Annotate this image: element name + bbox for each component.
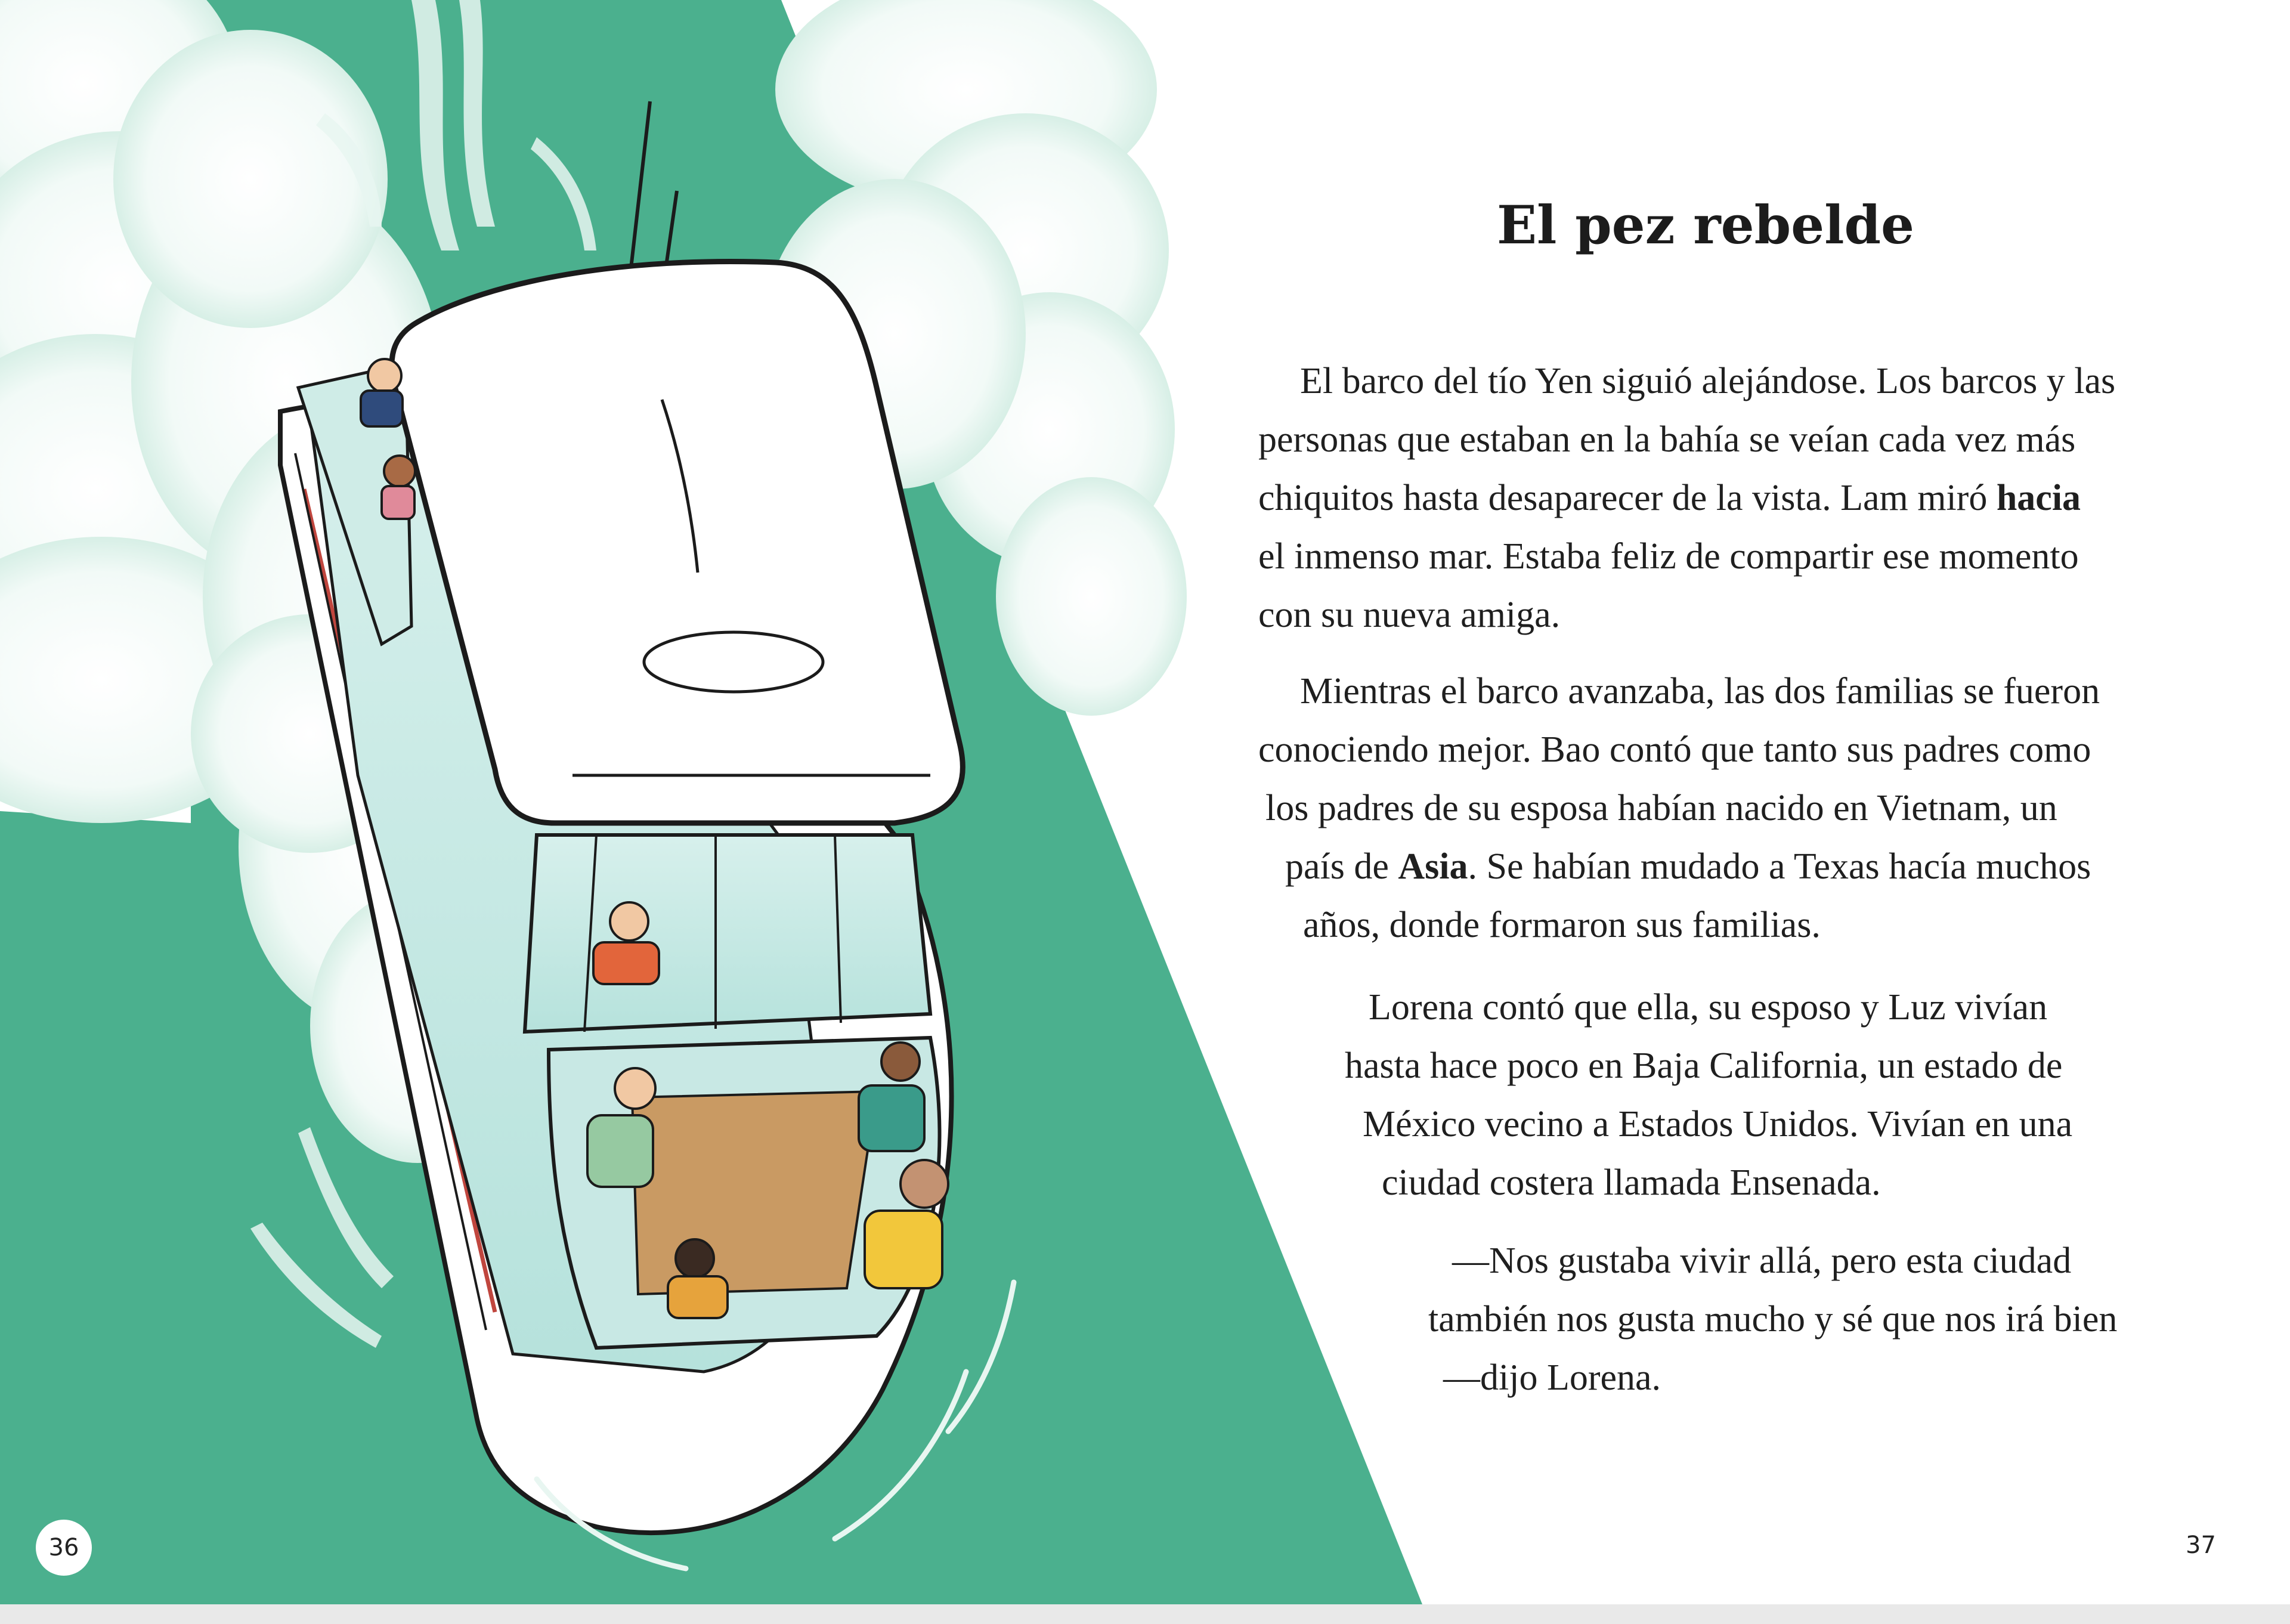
page-title: El pez rebelde: [1496, 194, 1915, 256]
paragraph-1: [1258, 352, 2115, 644]
vocab-word: hacia: [1996, 478, 2081, 518]
text-line: también nos gusta mucho y sé que nos irá bien: [1428, 1299, 2118, 1340]
deck-mat: [632, 1091, 877, 1294]
vocab-word: Asia: [1398, 846, 1468, 887]
text-line: los padres de su esposa habían nacido en Vietnam, un: [1265, 788, 2057, 828]
page-number-left: 36: [36, 1520, 92, 1576]
text-line: México vecino a Estados Unidos. Vivían en una: [1363, 1104, 2073, 1144]
text-line: el inmenso mar. Estaba feliz de compartir ese momento: [1258, 536, 2079, 577]
paragraph-2: [1258, 662, 2100, 954]
text-line: personas que estaban en la bahía se veían cada vez más: [1258, 419, 2076, 460]
page-number-right: 37: [2186, 1532, 2216, 1559]
text-line: Lorena contó que ella, su esposo y Luz vivían: [1369, 987, 2048, 1028]
text-line: —Nos gustaba vivir allá, pero esta ciudad: [1452, 1241, 2072, 1281]
text-line: país de Asia. Se habían mudado a Texas hacía muchos: [1285, 846, 2091, 887]
text-line: —dijo Lorena.: [1443, 1357, 1661, 1398]
text-line: con su nueva amiga.: [1258, 595, 1561, 635]
text-line: hasta hace poco en Baja California, un estado de: [1345, 1045, 2063, 1086]
text-line: conociendo mejor. Bao contó que tanto sus padres como: [1258, 729, 2091, 770]
text-line: Mientras el barco avanzaba, las dos familias se fueron: [1300, 671, 2100, 712]
text-line: años, donde formaron sus familias.: [1303, 905, 1821, 945]
text-line: chiquitos hasta desaparecer de la vista. Lam miró hacia: [1258, 478, 2081, 518]
text-line: ciudad costera llamada Ensenada.: [1382, 1162, 1881, 1203]
paragraph-3: [1345, 978, 2072, 1212]
text-line: El barco del tío Yen siguió alejándose. Los barcos y las: [1300, 361, 2116, 401]
paragraph-4: [1428, 1232, 2117, 1407]
